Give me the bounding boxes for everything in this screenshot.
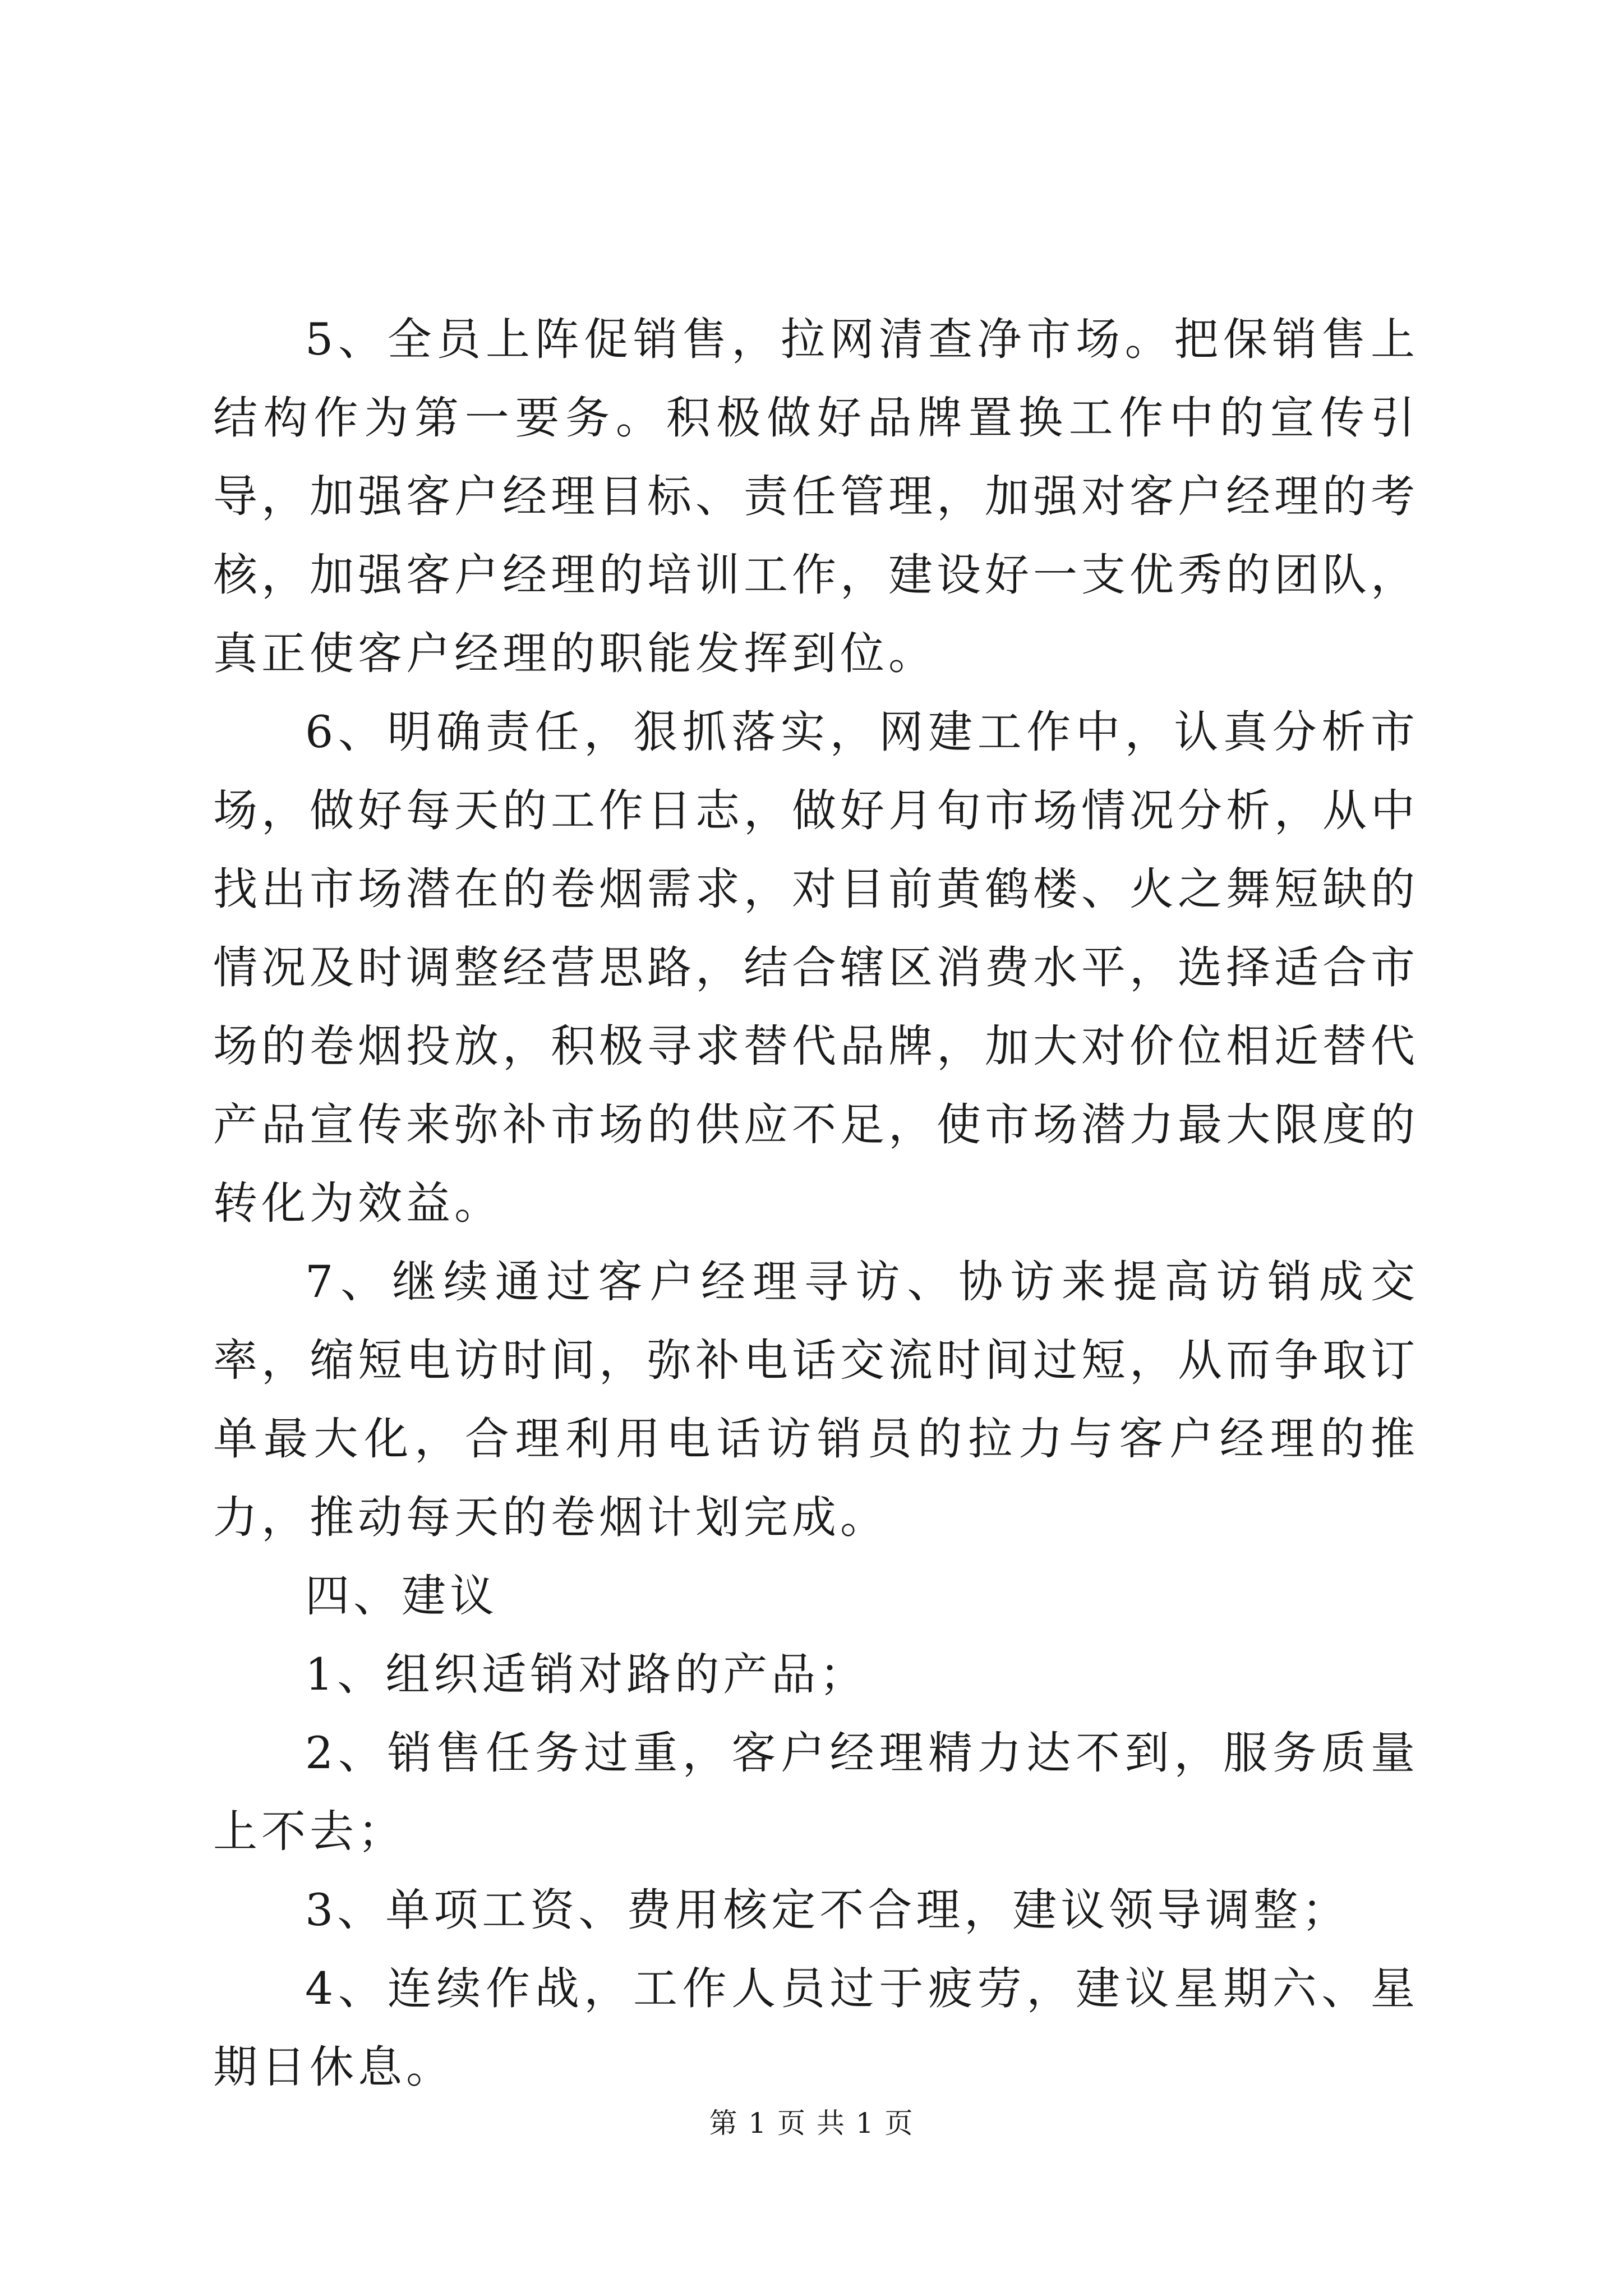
paragraph-item-7: 7、继续通过客户经理寻访、协访来提高访销成交率，缩短电访时间，弥补电话交流时间过短，从而争取订单最大化，合理利用电话访销员的拉力与客户经理的推力，推动每天的卷烟计划完成。 xyxy=(213,1256,1419,1543)
page-footer: 第 1 页 共 1 页 xyxy=(709,2107,914,2139)
document-body xyxy=(213,300,1419,2106)
suggestion-item-4: 4、连续作战，工作人员过于疲劳，建议星期六、星期日休息。 xyxy=(213,1963,1419,2093)
paragraph-item-6: 6、明确责任，狠抓落实，网建工作中，认真分析市场，做好每天的工作日志，做好月旬市场情况分析，从中找出市场潜在的卷烟需求，对目前黄鹤楼、火之舞短缺的情况及时调整经营思路，结合辖区消费水平，选择适合市场的卷烟投放，积极寻求替代品牌，加大对价位相近替代产品宣传来弥补市场的供应不足，使市场潜力最大限度的转化为效益。 xyxy=(213,706,1419,1229)
suggestion-item-3: 3、单项工资、费用核定不合理，建议领导调整； xyxy=(305,1884,1350,1936)
section-heading-suggestions: 四、建议 xyxy=(305,1570,498,1622)
suggestion-item-2: 2、销售任务过重，客户经理精力达不到，服务质量上不去； xyxy=(213,1727,1419,1857)
paragraph-item-5: 5、全员上阵促销售，拉网清查净市场。把保销售上结构作为第一要务。积极做好品牌置换工作中的宣传引导，加强客户经理目标、责任管理，加强对客户经理的考核，加强客户经理的培训工作，建设好一支优秀的团队，真正使客户经理的职能发挥到位。 xyxy=(213,314,1419,679)
suggestion-item-1: 1、组织适销对路的产品； xyxy=(305,1649,868,1700)
